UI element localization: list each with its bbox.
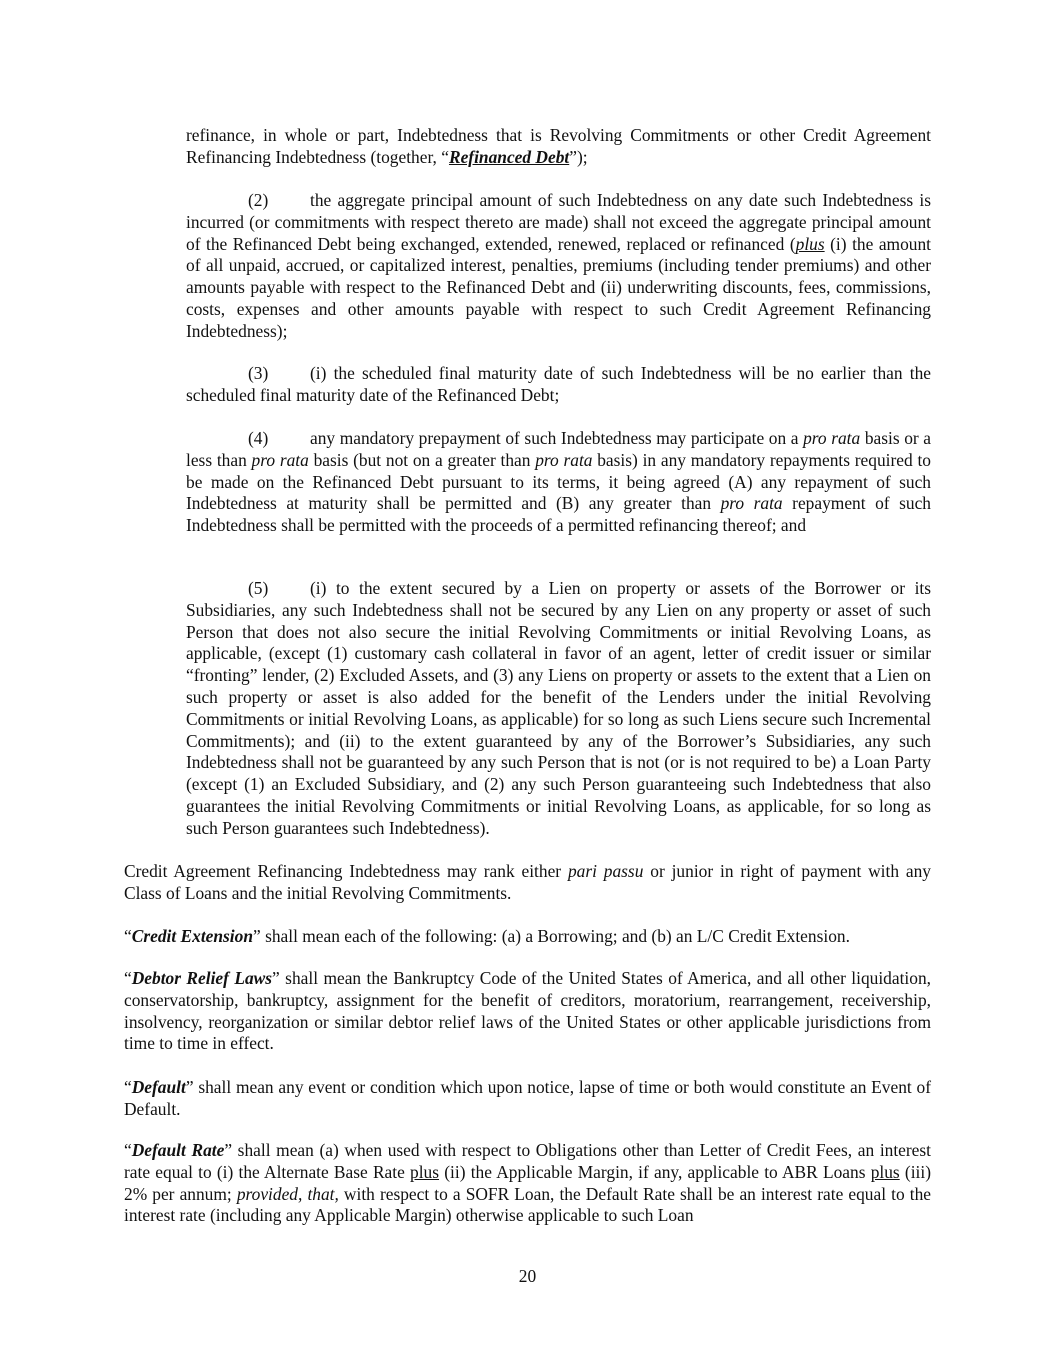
defined-term-credit-extension: Credit Extension bbox=[131, 926, 254, 946]
definition-default: “Default” shall mean any event or condition which upon notice, lapse of time or both would constitute an Event of Default. bbox=[124, 1077, 931, 1119]
clause-number: (2) bbox=[248, 190, 269, 210]
clause-number: (3) bbox=[248, 363, 269, 383]
paragraph-rank: Credit Agreement Refinancing Indebtedness may rank either pari passu or junior in right of payment with any Class of Loans and the initial Revolving Commitments. bbox=[124, 861, 931, 903]
definition-debtor-relief-laws: “Debtor Relief Laws” shall mean the Bankruptcy Code of the United States of America, and all other liquidation, conservatorship, bankruptcy, assignment for the benefit of creditors, moratorium, rearrangement, receivership, insolvency, reorganization or similar debtor relief laws of the United States or other applicable jurisdictions from time to time in effect. bbox=[124, 968, 931, 1054]
defined-term-default-rate: Default Rate bbox=[131, 1140, 225, 1160]
defined-term-debtor-relief-laws: Debtor Relief Laws bbox=[131, 968, 273, 988]
page-number: 20 bbox=[518, 1266, 537, 1286]
clause-4: (4) any mandatory prepayment of such Indebtedness may participate on a pro rata basis or a less than pro rata basis (but not on a greater than pro rata basis) in any mandatory repayments required to be made on the Refinanced Debt pursuant to its terms, it being agreed (A) any repayment of such Indebtedness at maturity shall be permitted and (B) any greater than pro rata repayment of such Indebtedness shall be permitted with the proceeds of a permitted refinancing thereof; and bbox=[186, 428, 931, 536]
clause-5: (5) (i) to the extent secured by a Lien on property or assets of the Borrower or its Subsidiaries, any such Indebtedness shall not be secured by any Lien on any property or asset of such Person that does not also secure the initial Revolving Commitments or initial Revolving Loans, as applicable, (except (1) customary cash collateral in favor of an agent, letter of credit issuer or similar “fronting” lender, (2) Excluded Assets, and (3) any Liens on property or assets to the extent that a Lien on such property or asset is also added for the benefit of the Lenders under the initial Revolving Commitments or initial Revolving Loans, as applicable) for so long as such Liens secure such Incremental Commitments); and (ii) to the extent guaranteed by any of the Borrower’s Subsidiaries, any such Indebtedness shall not be guaranteed by any such Person that is not (or is not required to be) a Loan Party (except (1) an Excluded Subsidiary, and (2) any such Person guaranteeing such Indebtedness that also guarantees the initial Revolving Commitments or initial Revolving Loans, as applicable, for so long as such Person guarantees such Indebtedness). bbox=[186, 578, 931, 838]
paragraph-refinance: refinance, in whole or part, Indebtedness that is Revolving Commitments or other Credit Agreement Refinancing Indebtedness (together, “Refinanced Debt”); bbox=[186, 125, 931, 167]
definition-default-rate: “Default Rate” shall mean (a) when used with respect to Obligations other than Letter of Credit Fees, an interest rate equal to (i) the Alternate Base Rate plus (ii) the Applicable Margin, if any, applicable to ABR Loans plus (iii) 2% per annum; provided, that, with respect to a SOFR Loan, the Default Rate shall be an interest rate equal to the interest rate (including any Applicable Margin) otherwise applicable to such Loan bbox=[124, 1140, 932, 1226]
defined-term-refinanced-debt: Refinanced Debt bbox=[448, 146, 570, 167]
clause-3: (3) (i) the scheduled final maturity date of such Indebtedness will be no earlier than the scheduled final maturity date of the Refinanced Debt; bbox=[186, 363, 931, 405]
clause-2: (2) the aggregate principal amount of such Indebtedness on any date such Indebtedness is incurred (or commitments with respect thereto are made) shall not exceed the aggregate principal amount of the Refinanced Debt being exchanged, extended, renewed, replaced or refinanced (plus (i) the amount of all unpaid, accrued, or capitalized interest, penalties, premiums (including tender premiums) and other amounts payable with respect to the Refinanced Debt and (ii) underwriting discounts, fees, commissions, costs, expenses and other amounts payable with respect to such Credit Agreement Refinancing Indebtedness); bbox=[186, 190, 931, 341]
clause-number: (5) bbox=[248, 578, 269, 598]
clause-number: (4) bbox=[248, 428, 269, 448]
defined-term-default: Default bbox=[131, 1077, 186, 1097]
definition-credit-extension: “Credit Extension” shall mean each of the following: (a) a Borrowing; and (b) an L/C Credit Extension. bbox=[124, 926, 850, 946]
